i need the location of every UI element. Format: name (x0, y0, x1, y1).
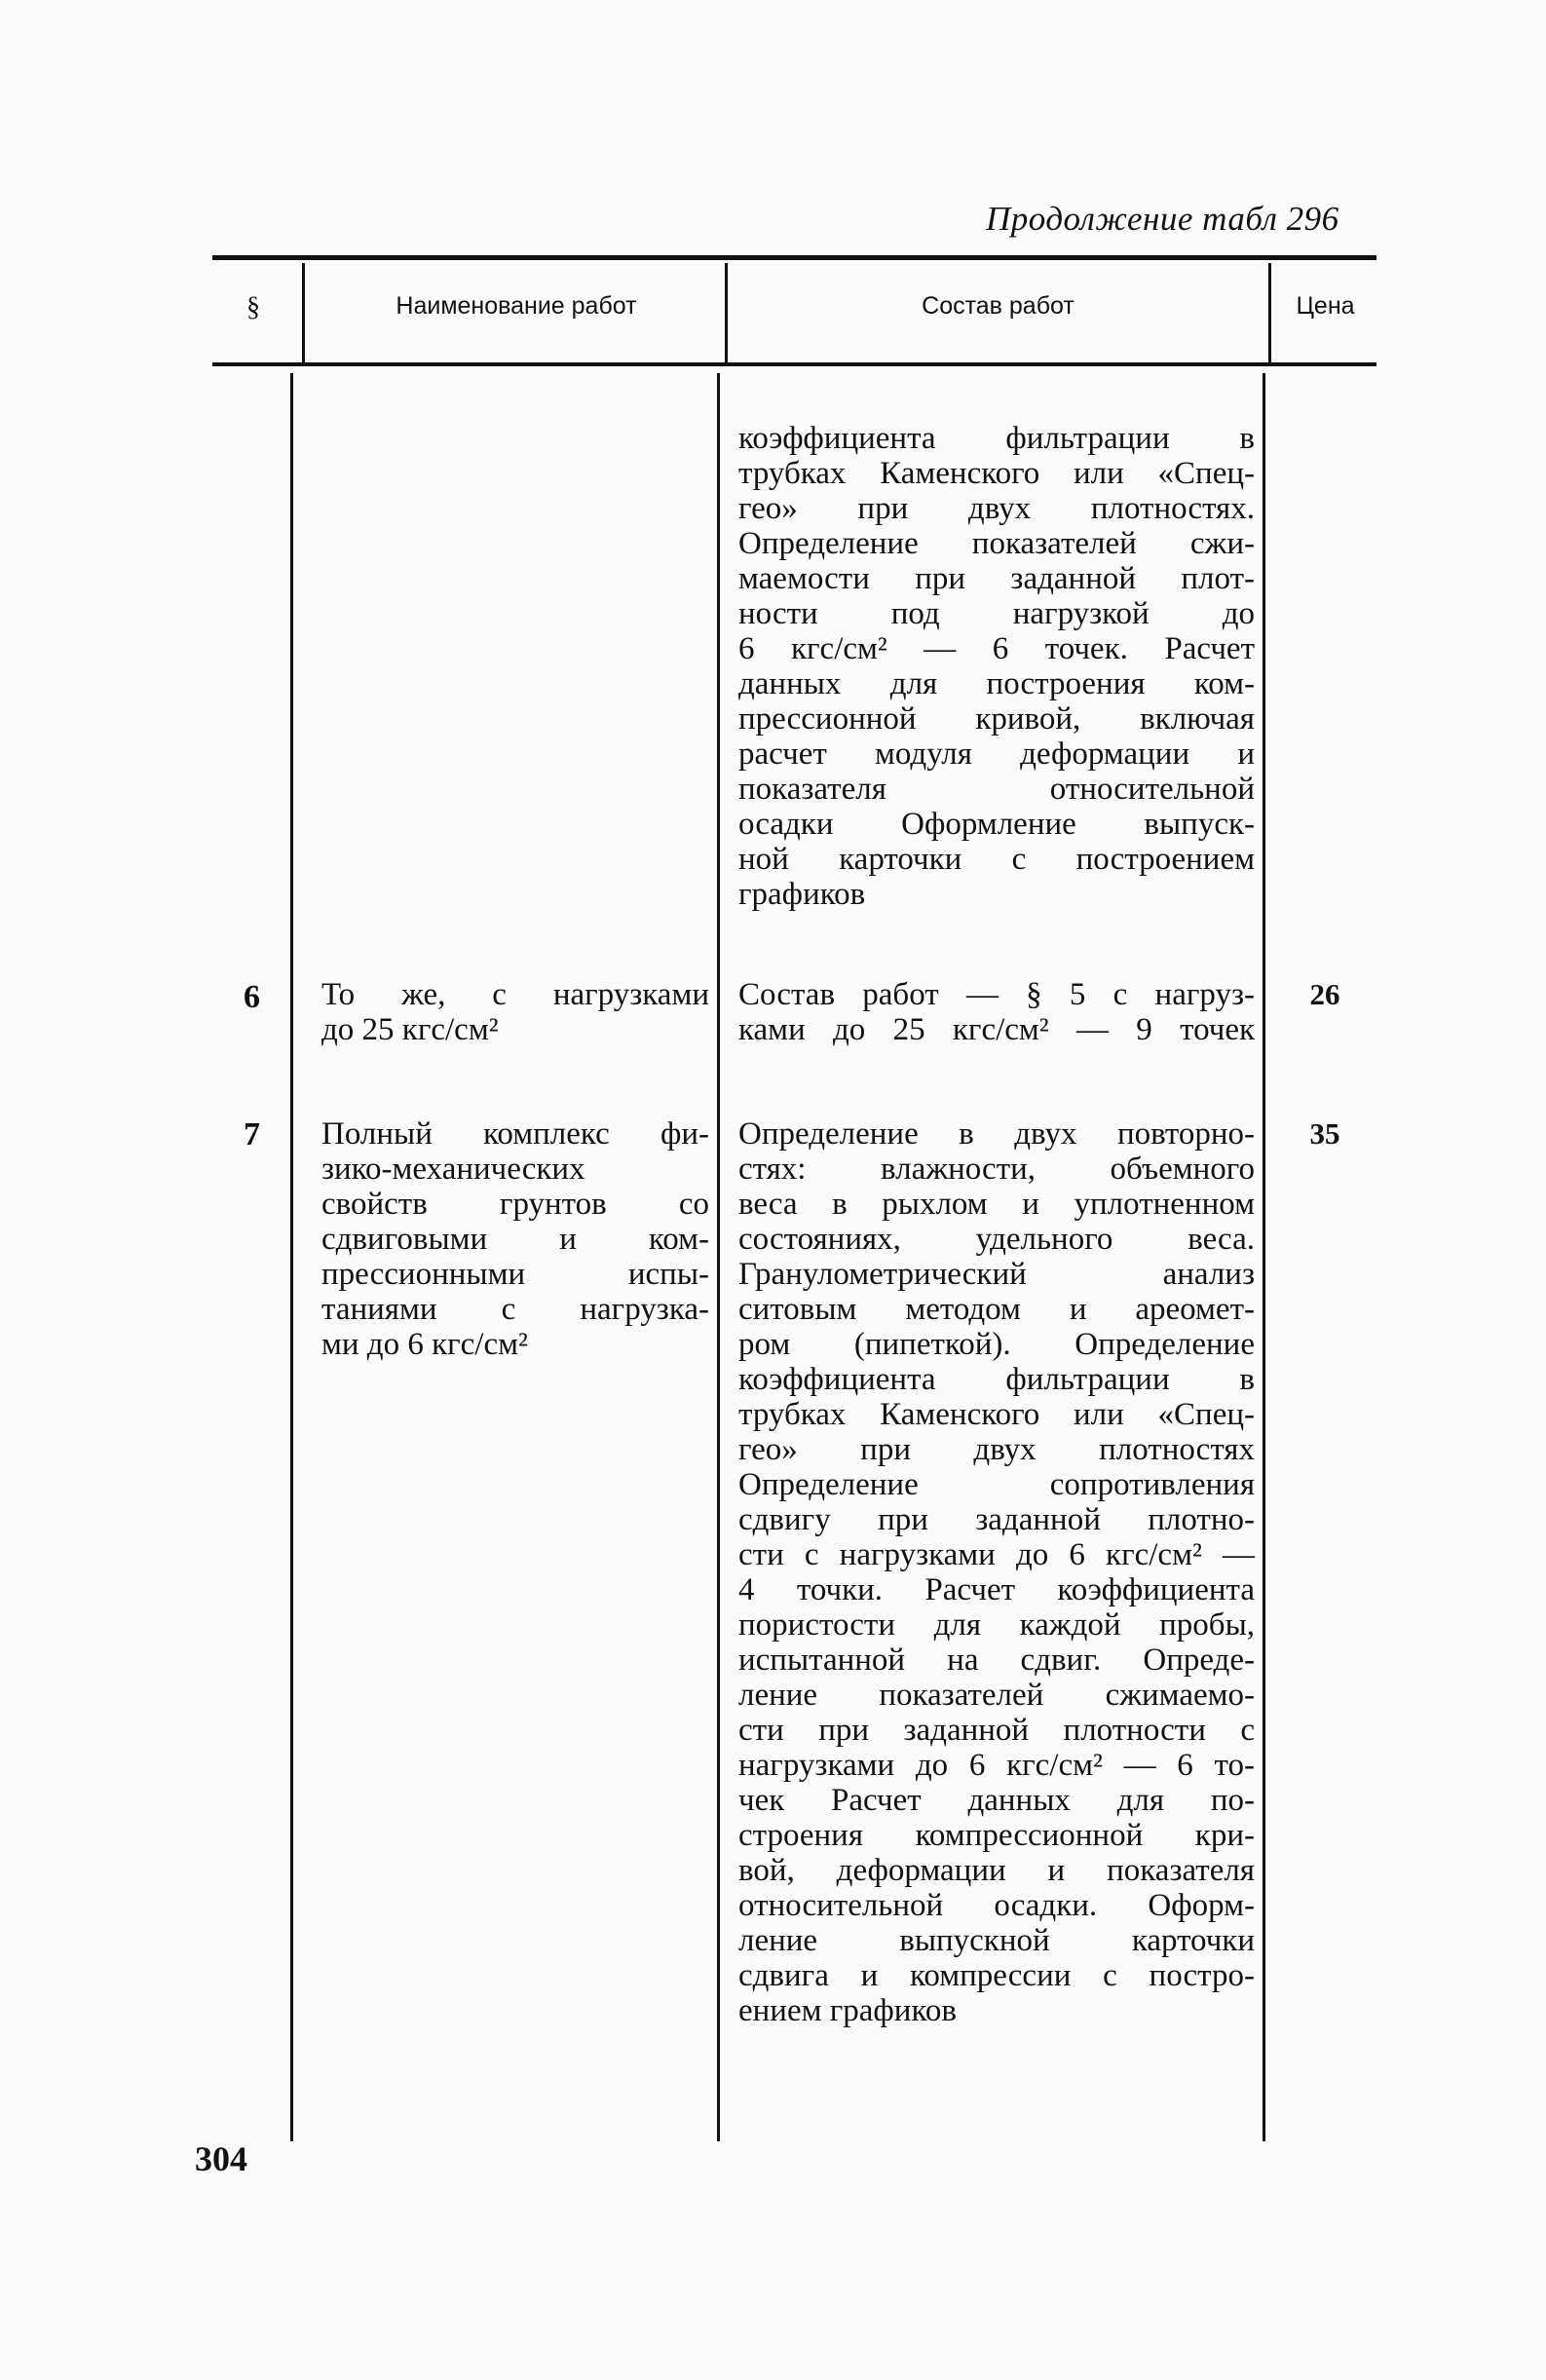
body-divider-2 (717, 373, 720, 2141)
continued-composition (738, 421, 1255, 912)
text-line: вой, деформации и показателя (738, 1853, 1255, 1888)
text-line: расчет модуля деформации и (738, 737, 1255, 772)
text-line: до 25 кгс/см² (321, 1012, 499, 1047)
body-divider-3 (1263, 373, 1265, 2141)
row-7-composition (738, 1116, 1255, 2028)
text-line: пористости для каждой пробы, (738, 1607, 1255, 1643)
text-line: нагрузками до 6 кгс/см² — 6 то- (738, 1748, 1255, 1783)
text-line: сдвиговыми и ком- (321, 1222, 709, 1257)
text-line: Состав работ — § 5 с нагруз- (738, 977, 1255, 1012)
text-line: сдвига и компрессии с постро- (738, 1958, 1255, 1993)
body-divider-1 (290, 373, 293, 2141)
row-6-composition (738, 977, 1255, 1047)
text-line: трубках Каменского или «Спец- (738, 456, 1255, 491)
text-line: состояниях, удельного веса. (738, 1222, 1255, 1257)
text-line: ление выпускной карточки (738, 1923, 1255, 1958)
row-6-name (321, 977, 709, 1047)
header-price: Цена (1296, 292, 1355, 320)
table-top-rule (212, 255, 1376, 260)
text-line: графиков (738, 877, 866, 912)
text-line: таниями с нагрузка- (321, 1292, 709, 1327)
text-line: прессионными испы- (321, 1257, 709, 1292)
text-line: данных для построения ком- (738, 666, 1255, 701)
text-line: сти при заданной плотности с (738, 1713, 1255, 1748)
text-line: свойств грунтов со (321, 1187, 709, 1222)
header-composition: Состав работ (922, 292, 1075, 320)
page-number: 304 (195, 2139, 247, 2178)
row-7-number: 7 (244, 1116, 260, 1152)
text-line: ми до 6 кгс/см² (321, 1327, 528, 1362)
table-continuation-caption: Продолжение табл 296 (986, 200, 1339, 238)
text-line: 6 кгс/см² — 6 точек. Расчет (738, 631, 1255, 666)
text-line: строения компрессионной кри- (738, 1818, 1255, 1853)
text-line: ками до 25 кгс/см² — 9 точек (738, 1012, 1255, 1047)
header-name: Наименование работ (396, 292, 637, 320)
text-line: ситовым методом и ареомет- (738, 1292, 1255, 1327)
text-line: ром (пипеткой). Определение (738, 1327, 1255, 1362)
text-line: показателя относительной (738, 772, 1255, 807)
text-line: чек Расчет данных для по- (738, 1783, 1255, 1818)
text-line: коэффициента фильтрации в (738, 421, 1255, 456)
text-line: 4 точки. Расчет коэффициента (738, 1572, 1255, 1607)
row-6-price: 26 (1309, 977, 1340, 1011)
text-line: ление показателей сжимаемо- (738, 1678, 1255, 1713)
text-line: осадки Оформление выпуск- (738, 807, 1255, 842)
text-line: сдвигу при заданной плотно- (738, 1502, 1255, 1537)
text-line: веса в рыхлом и уплотненном (738, 1187, 1255, 1222)
row-6-number: 6 (244, 979, 260, 1015)
text-line: ной карточки с построением (738, 842, 1255, 877)
text-line: Полный комплекс фи- (321, 1116, 709, 1152)
text-line: Определение показателей сжи- (738, 526, 1255, 561)
text-line: Гранулометрический анализ (738, 1257, 1255, 1292)
text-line: испытанной на сдвиг. Опреде- (738, 1643, 1255, 1678)
header-divider-1 (302, 263, 305, 362)
text-line: ением графиков (738, 1993, 957, 2028)
text-line: прессионной кривой, включая (738, 701, 1255, 737)
text-line: сти с нагрузками до 6 кгс/см² — (738, 1537, 1255, 1572)
text-line: ности под нагрузкой до (738, 596, 1255, 631)
text-line: маемости при заданной плот- (738, 561, 1255, 596)
header-section: § (246, 292, 260, 322)
text-line: стях: влажности, объемного (738, 1152, 1255, 1187)
text-line: зико-механических (321, 1152, 585, 1187)
text-line: То же, с нагрузками (321, 977, 709, 1012)
row-7-price: 35 (1309, 1116, 1340, 1151)
text-line: относительной осадки. Оформ- (738, 1888, 1255, 1923)
text-line: Определение сопротивления (738, 1467, 1255, 1502)
text-line: Определение в двух повторно- (738, 1116, 1255, 1152)
text-line: гео» при двух плотностях (738, 1432, 1255, 1467)
text-line: трубках Каменского или «Спец- (738, 1397, 1255, 1432)
text-line: гео» при двух плотностях. (738, 491, 1255, 526)
table-header-rule (212, 362, 1376, 366)
header-divider-3 (1268, 263, 1271, 362)
header-divider-2 (725, 263, 728, 362)
text-line: коэффициента фильтрации в (738, 1362, 1255, 1397)
row-7-name (321, 1116, 709, 1362)
